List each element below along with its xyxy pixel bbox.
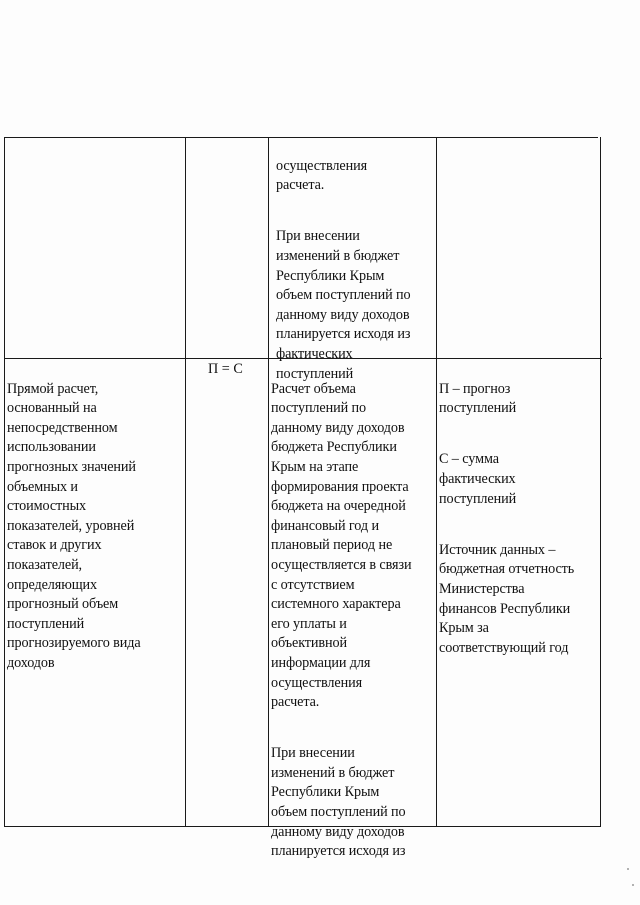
row2-indicators-cell: [439, 360, 599, 658]
table-left-border: [4, 137, 5, 827]
row2-formula-cell: [208, 360, 264, 380]
row1-algorithm-para2: При внесении изменений в бюджет Республики Крым объем поступлений по данному виду доходов планируется исходя из фактических поступлений: [276, 228, 411, 382]
scan-speck: [627, 868, 629, 870]
scan-speck: [632, 884, 634, 886]
row1-algorithm-para1: осуществления расчета.: [276, 157, 368, 194]
row2-indicators-para2: С – сумма фактических поступлений: [439, 451, 517, 507]
table-right-border: [600, 137, 601, 827]
row2-algorithm-para1: Расчет объема поступлений по данному виду доходов бюджета Республики Крым на этапе формирования проекта бюджета на очередной финансовый год и плановый период не осуществляется в связи с отсутствием системного характера его уплаты и объективной информации для осуществления расчета.: [271, 380, 412, 711]
row2-method-cell: [7, 360, 183, 674]
row2-method-text: Прямой расчет, основанный на непосредственном использовании прогнозных значений объемных и стоимостных показателей, уровней ставок и других показателей, определяющих прогнозный объем поступлений прогнозируемого вида доходов: [7, 380, 141, 671]
row2-indicators-para3: Источник данных – бюджетная отчетность Министерства финансов Республики Крым за соответствующий год: [439, 541, 575, 656]
row2-algorithm-para2: При внесении изменений в бюджет Республики Крым объем поступлений по данному виду доходов планируется исходя из: [271, 745, 406, 860]
column-divider-1: [185, 137, 186, 827]
column-divider-2: [268, 137, 269, 827]
row2-indicators-para1: П – прогноз поступлений: [439, 380, 517, 417]
row1-algorithm-cell: [276, 137, 434, 384]
row2-formula: П = С: [208, 361, 243, 377]
column-divider-3: [436, 137, 437, 827]
row2-algorithm-cell: [271, 360, 434, 862]
